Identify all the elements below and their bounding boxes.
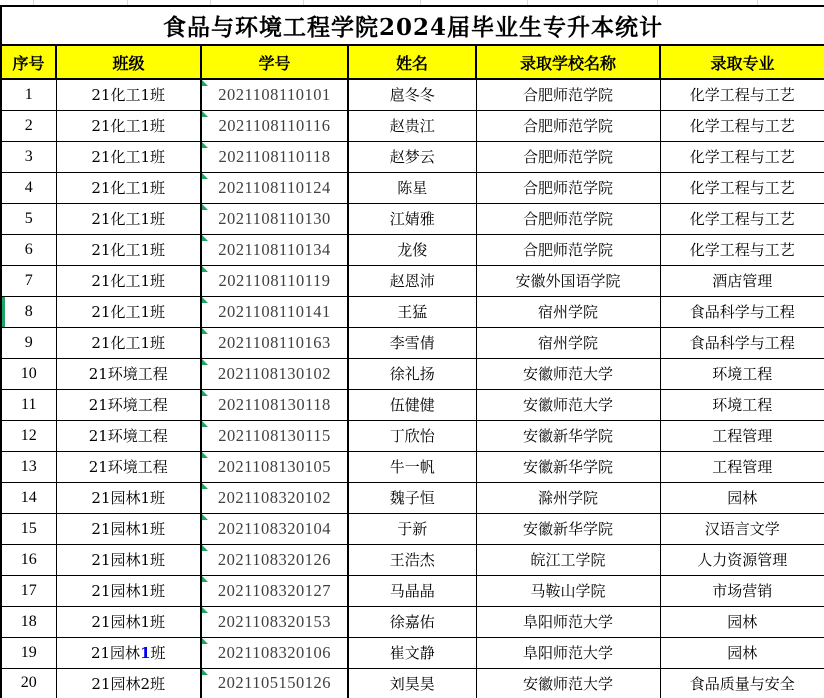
number-as-text-flag-icon — [202, 421, 208, 427]
cell-id[interactable]: 2021108320104 — [201, 513, 348, 544]
cell-id[interactable]: 2021108130105 — [201, 451, 348, 482]
cell-class[interactable]: 21环境工程 — [56, 389, 201, 420]
cell-name[interactable]: 陈星 — [348, 172, 476, 203]
cell-id[interactable]: 2021108130115 — [201, 420, 348, 451]
cell-major[interactable]: 酒店管理 — [660, 265, 824, 296]
table-row — [1, 544, 824, 575]
cell-id[interactable]: 2021108110163 — [201, 327, 348, 358]
cell-class[interactable]: 21化工1班 — [56, 110, 201, 141]
top-gridline-strip — [0, 0, 824, 5]
active-cell-indicator — [2, 296, 5, 327]
cell-id[interactable]: 2021108110119 — [201, 265, 348, 296]
gridline — [657, 0, 658, 5]
cell-class[interactable]: 21园林2班 — [56, 668, 201, 698]
title-row — [1, 6, 824, 45]
gridline — [420, 0, 421, 5]
table-row — [1, 668, 824, 698]
cell-major[interactable]: 化学工程与工艺 — [660, 172, 824, 203]
cell-id[interactable]: 2021108320153 — [201, 606, 348, 637]
cell-no[interactable]: 9 — [1, 327, 56, 358]
cell-school[interactable]: 阜阳师范大学 — [476, 606, 660, 637]
table-row — [1, 358, 824, 389]
cell-major[interactable]: 园林 — [660, 637, 824, 668]
cell-name[interactable]: 于新 — [348, 513, 476, 544]
column-header-id[interactable]: 学号 — [201, 45, 348, 79]
table-row — [1, 110, 824, 141]
cell-name[interactable]: 王浩杰 — [348, 544, 476, 575]
column-header-name[interactable]: 姓名 — [348, 45, 476, 79]
cell-no[interactable]: 4 — [1, 172, 56, 203]
cell-school[interactable]: 安徽新华学院 — [476, 451, 660, 482]
cell-school[interactable]: 安徽新华学院 — [476, 513, 660, 544]
cell-name[interactable]: 刘昊昊 — [348, 668, 476, 698]
number-as-text-flag-icon — [202, 266, 208, 272]
table-body — [1, 79, 824, 698]
cell-school[interactable]: 宿州学院 — [476, 296, 660, 327]
table-row — [1, 575, 824, 606]
cell-major[interactable]: 工程管理 — [660, 420, 824, 451]
cell-id[interactable]: 2021108130118 — [201, 389, 348, 420]
cell-class[interactable]: 21化工1班 — [56, 172, 201, 203]
number-as-text-flag-icon — [202, 483, 208, 489]
cell-name[interactable]: 徐嘉佑 — [348, 606, 476, 637]
cell-id[interactable]: 2021108110130 — [201, 203, 348, 234]
table-row — [1, 451, 824, 482]
cell-class[interactable]: 21化工1班 — [56, 141, 201, 172]
number-as-text-flag-icon — [202, 359, 208, 365]
cell-name[interactable]: 丁欣怡 — [348, 420, 476, 451]
cell-id[interactable]: 2021108320127 — [201, 575, 348, 606]
table-row — [1, 327, 824, 358]
cell-class[interactable]: 21化工1班 — [56, 79, 201, 110]
table-row — [1, 513, 824, 544]
gridline — [527, 0, 528, 5]
cell-class[interactable]: 21园林1班 — [56, 606, 201, 637]
number-as-text-flag-icon — [202, 328, 208, 334]
gridline — [210, 0, 211, 5]
cell-name[interactable]: 赵恩沛 — [348, 265, 476, 296]
number-as-text-flag-icon — [202, 142, 208, 148]
cell-class[interactable]: 21化工1班 — [56, 203, 201, 234]
cell-class[interactable]: 21化工1班 — [56, 327, 201, 358]
cell-major[interactable]: 化学工程与工艺 — [660, 79, 824, 110]
cell-name[interactable]: 李雪倩 — [348, 327, 476, 358]
cell-name[interactable]: 赵贵江 — [348, 110, 476, 141]
cell-name[interactable]: 扈冬冬 — [348, 79, 476, 110]
cell-school[interactable]: 合肥师范学院 — [476, 110, 660, 141]
cell-name[interactable]: 江婧雅 — [348, 203, 476, 234]
cell-school[interactable]: 安徽师范大学 — [476, 358, 660, 389]
gridline — [303, 0, 304, 5]
cell-major[interactable]: 食品科学与工程 — [660, 296, 824, 327]
cell-major[interactable]: 环境工程 — [660, 358, 824, 389]
cell-class[interactable]: 21园林1班 — [56, 513, 201, 544]
table-row — [1, 606, 824, 637]
cell-class[interactable]: 21化工1班 — [56, 265, 201, 296]
gridline — [127, 0, 128, 5]
number-as-text-flag-icon — [202, 576, 208, 582]
column-header-class[interactable]: 班级 — [56, 45, 201, 79]
table-title: 食品与环境工程学院2024届毕业生专升本统计 — [1, 6, 824, 45]
cell-name[interactable]: 马晶晶 — [348, 575, 476, 606]
cell-id[interactable]: 2021108110101 — [201, 79, 348, 110]
cell-name[interactable]: 牛一帆 — [348, 451, 476, 482]
cell-no[interactable]: 17 — [1, 575, 56, 606]
table-row — [1, 172, 824, 203]
cell-id[interactable]: 2021108110124 — [201, 172, 348, 203]
cell-name[interactable]: 伍健健 — [348, 389, 476, 420]
cell-no[interactable]: 8 — [1, 296, 56, 327]
number-as-text-flag-icon — [202, 111, 208, 117]
promotion-statistics-table — [0, 5, 824, 698]
table-row — [1, 482, 824, 513]
blue-digit-text: 1 — [140, 644, 151, 662]
cell-no[interactable]: 15 — [1, 513, 56, 544]
class-text: 21园林 — [90, 644, 141, 662]
table-row — [1, 234, 824, 265]
cell-school[interactable]: 安徽新华学院 — [476, 420, 660, 451]
cell-school[interactable]: 安徽师范大学 — [476, 389, 660, 420]
gridline — [33, 0, 34, 5]
cell-no[interactable]: 19 — [1, 637, 56, 668]
cell-school[interactable]: 滁州学院 — [476, 482, 660, 513]
cell-major[interactable]: 工程管理 — [660, 451, 824, 482]
cell-major[interactable]: 市场营销 — [660, 575, 824, 606]
cell-major[interactable]: 化学工程与工艺 — [660, 141, 824, 172]
cell-major[interactable]: 食品质量与安全 — [660, 668, 824, 698]
cell-name[interactable]: 王猛 — [348, 296, 476, 327]
gridline — [757, 0, 758, 5]
cell-school[interactable]: 阜阳师范大学 — [476, 637, 660, 668]
number-as-text-flag-icon — [202, 297, 208, 303]
cell-no[interactable]: 12 — [1, 420, 56, 451]
cell-name[interactable]: 徐礼扬 — [348, 358, 476, 389]
cell-id[interactable]: 2021108110116 — [201, 110, 348, 141]
cell-major[interactable]: 园林 — [660, 606, 824, 637]
cell-class[interactable]: 21化工1班 — [56, 234, 201, 265]
cell-school[interactable]: 合肥师范学院 — [476, 234, 660, 265]
number-as-text-flag-icon — [202, 173, 208, 179]
number-as-text-flag-icon — [202, 514, 208, 520]
cell-major[interactable]: 园林 — [660, 482, 824, 513]
table-row — [1, 265, 824, 296]
cell-name[interactable]: 魏子恒 — [348, 482, 476, 513]
number-as-text-flag-icon — [202, 545, 208, 551]
cell-school[interactable]: 合肥师范学院 — [476, 141, 660, 172]
cell-school[interactable]: 马鞍山学院 — [476, 575, 660, 606]
cell-name[interactable]: 赵梦云 — [348, 141, 476, 172]
cell-id[interactable]: 2021108320106 — [201, 637, 348, 668]
table-row — [1, 389, 824, 420]
cell-class[interactable]: 21园林1班 — [56, 544, 201, 575]
cell-id[interactable]: 2021108110141 — [201, 296, 348, 327]
cell-class[interactable]: 21环境工程 — [56, 451, 201, 482]
cell-school[interactable]: 皖江工学院 — [476, 544, 660, 575]
cell-id[interactable]: 2021108110118 — [201, 141, 348, 172]
class-text: 班 — [150, 644, 166, 662]
cell-no[interactable]: 18 — [1, 606, 56, 637]
table-row — [1, 141, 824, 172]
cell-school[interactable]: 安徽外国语学院 — [476, 265, 660, 296]
cell-name[interactable]: 崔文静 — [348, 637, 476, 668]
cell-major[interactable]: 化学工程与工艺 — [660, 110, 824, 141]
cell-name[interactable]: 龙俊 — [348, 234, 476, 265]
table-row — [1, 203, 824, 234]
column-header-major[interactable]: 录取专业 — [660, 45, 824, 79]
cell-class[interactable]: 21环境工程 — [56, 358, 201, 389]
cell-no[interactable]: 2 — [1, 110, 56, 141]
cell-no[interactable]: 14 — [1, 482, 56, 513]
cell-id[interactable]: 2021108110134 — [201, 234, 348, 265]
cell-class[interactable]: 21园林1班 — [56, 575, 201, 606]
number-as-text-flag-icon — [202, 390, 208, 396]
number-as-text-flag-icon — [202, 638, 208, 644]
cell-id[interactable]: 2021108130102 — [201, 358, 348, 389]
cell-class[interactable]: 21园林1班 — [56, 482, 201, 513]
cell-major[interactable]: 食品科学与工程 — [660, 327, 824, 358]
cell-school[interactable]: 合肥师范学院 — [476, 172, 660, 203]
cell-no[interactable]: 6 — [1, 234, 56, 265]
cell-no[interactable]: 11 — [1, 389, 56, 420]
cell-no[interactable]: 7 — [1, 265, 56, 296]
table-row — [1, 420, 824, 451]
cell-no[interactable]: 1 — [1, 79, 56, 110]
column-header-school[interactable]: 录取学校名称 — [476, 45, 660, 79]
cell-class[interactable]: 21环境工程 — [56, 420, 201, 451]
cell-school[interactable]: 宿州学院 — [476, 327, 660, 358]
cell-major[interactable]: 化学工程与工艺 — [660, 234, 824, 265]
cell-school[interactable]: 合肥师范学院 — [476, 203, 660, 234]
cell-no[interactable]: 13 — [1, 451, 56, 482]
column-header-no[interactable]: 序号 — [1, 45, 56, 79]
table-row — [1, 79, 824, 110]
cell-major[interactable]: 人力资源管理 — [660, 544, 824, 575]
number-as-text-flag-icon — [202, 452, 208, 458]
number-as-text-flag-icon — [202, 80, 208, 86]
number-as-text-flag-icon — [202, 607, 208, 613]
number-as-text-flag-icon — [202, 235, 208, 241]
header-row — [1, 45, 824, 79]
cell-no[interactable]: 20 — [1, 668, 56, 698]
cell-major[interactable]: 化学工程与工艺 — [660, 203, 824, 234]
cell-school[interactable]: 安徽师范大学 — [476, 668, 660, 698]
cell-no[interactable]: 10 — [1, 358, 56, 389]
cell-id[interactable]: 2021105150126 — [201, 668, 348, 698]
table-row — [1, 637, 824, 668]
number-as-text-flag-icon — [202, 204, 208, 210]
table-row — [1, 296, 824, 327]
cell-no[interactable]: 3 — [1, 141, 56, 172]
cell-class[interactable] — [56, 637, 201, 668]
cell-id[interactable]: 2021108320126 — [201, 544, 348, 575]
number-as-text-flag-icon — [202, 669, 208, 675]
cell-no[interactable]: 16 — [1, 544, 56, 575]
cell-major[interactable]: 汉语言文学 — [660, 513, 824, 544]
cell-class[interactable]: 21化工1班 — [56, 296, 201, 327]
cell-school[interactable]: 合肥师范学院 — [476, 79, 660, 110]
cell-id[interactable]: 2021108320102 — [201, 482, 348, 513]
cell-no[interactable]: 5 — [1, 203, 56, 234]
cell-major[interactable]: 环境工程 — [660, 389, 824, 420]
